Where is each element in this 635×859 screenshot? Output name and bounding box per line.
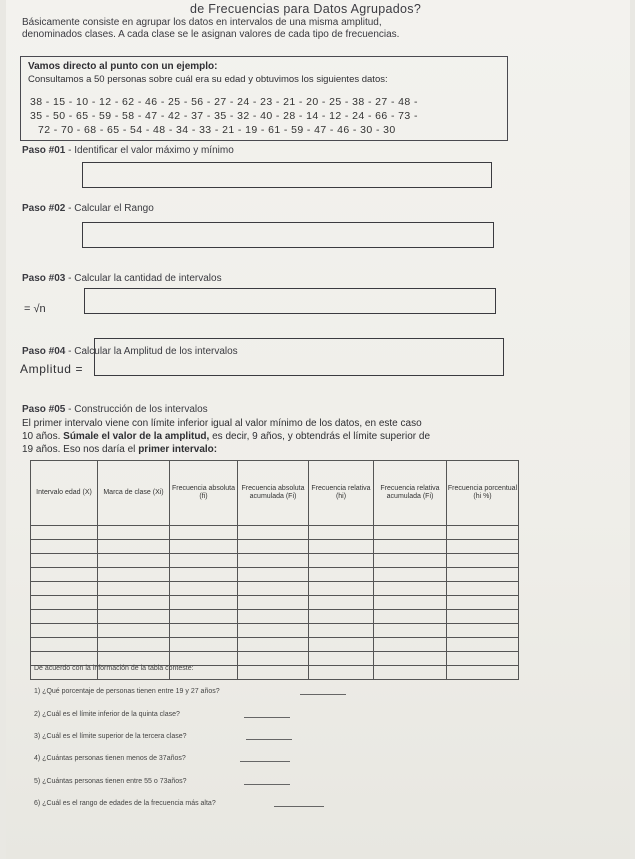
table-cell[interactable] [98,638,170,652]
table-row [31,568,519,582]
table-cell[interactable] [374,596,447,610]
header-frecuencia-relativa: Frecuencia relativa (hi) [309,461,374,526]
answer-line-3[interactable] [246,739,292,740]
table-cell[interactable] [447,596,519,610]
table-cell[interactable] [374,624,447,638]
amplitud-label: Amplitud = [20,362,84,376]
table-cell[interactable] [374,652,447,666]
table-row [31,554,519,568]
table-cell[interactable] [309,624,374,638]
table-row [31,540,519,554]
table-cell[interactable] [309,526,374,540]
intro-line-2: denominados clases. A cada clase se le asignan valores de cada tipo de frecuencias. [22,29,400,40]
table-cell[interactable] [238,638,309,652]
table-cell[interactable] [374,582,447,596]
page-title: de Frecuencias para Datos Agrupados? [190,2,422,16]
table-cell[interactable] [238,554,309,568]
data-row-2: 35 - 50 - 65 - 59 - 58 - 47 - 42 - 37 - 35 - 32 - 40 - 28 - 14 - 12 - 24 - 66 - 73 - [30,110,418,122]
table-cell[interactable] [374,554,447,568]
step-1-answer-box[interactable] [82,162,492,188]
table-cell[interactable] [309,596,374,610]
table-cell[interactable] [170,610,238,624]
header-frecuencia-porcentual: Frecuencia porcentual (hi %) [447,461,519,526]
table-row [31,596,519,610]
table-cell[interactable] [238,624,309,638]
table-cell[interactable] [447,568,519,582]
table-cell[interactable] [238,652,309,666]
table-cell[interactable] [374,526,447,540]
table-cell[interactable] [31,568,98,582]
header-frecuencia-absoluta: Frecuencia absoluta (fi) [170,461,238,526]
table-row [31,624,519,638]
table-header-row [31,461,519,526]
step-5-line-1: El primer intervalo viene con límite inferior igual al valor mínimo de los datos, en este caso [22,418,422,429]
table-cell[interactable] [309,652,374,666]
table-cell[interactable] [447,554,519,568]
table-cell[interactable] [238,582,309,596]
header-frecuencia-absoluta-acumulada: Frecuencia absoluta acumulada (Fi) [238,461,309,526]
table-cell[interactable] [31,610,98,624]
step-5-line-3: 19 años. Eso nos daría el primer intervalo: [22,444,218,455]
table-cell[interactable] [170,554,238,568]
header-frecuencia-relativa-acumulada: Frecuencia relativa acumulada (Fi) [374,461,447,526]
table-cell[interactable] [98,526,170,540]
question-2: 2) ¿Cuál es el límite inferior de la quinta clase? [34,711,180,718]
table-cell[interactable] [309,610,374,624]
answer-line-1[interactable] [300,694,346,695]
table-cell[interactable] [238,526,309,540]
question-3: 3) ¿Cuál es el límite superior de la tercera clase? [34,733,187,740]
table-cell[interactable] [238,540,309,554]
example-text: Consultamos a 50 personas sobre cuál era su edad y obtuvimos los siguientes datos: [28,74,388,85]
table-cell[interactable] [31,624,98,638]
table-cell[interactable] [170,568,238,582]
table-cell[interactable] [374,540,447,554]
sqrt-formula: = √n [24,303,46,315]
table-cell[interactable] [309,554,374,568]
table-cell[interactable] [374,610,447,624]
table-cell[interactable] [238,666,309,680]
table-cell[interactable] [170,540,238,554]
table-row [31,582,519,596]
table-cell[interactable] [447,582,519,596]
table-cell[interactable] [31,540,98,554]
data-row-3: 72 - 70 - 68 - 65 - 54 - 48 - 34 - 33 - 21 - 19 - 61 - 59 - 47 - 46 - 30 - 30 [38,124,396,136]
questions-intro: De acuerdo con la información de la tabla conteste: [34,665,194,672]
table-row [31,638,519,652]
table-cell[interactable] [309,540,374,554]
answer-line-4[interactable] [240,761,290,762]
table-cell[interactable] [170,596,238,610]
table-cell[interactable] [170,652,238,666]
table-cell[interactable] [447,610,519,624]
table-cell[interactable] [309,638,374,652]
table-cell[interactable] [309,568,374,582]
table-cell[interactable] [374,568,447,582]
table-cell[interactable] [98,582,170,596]
table-cell[interactable] [309,666,374,680]
header-marca-clase: Marca de clase (Xi) [98,461,170,526]
example-heading: Vamos directo al punto con un ejemplo: [28,61,218,72]
table-cell[interactable] [31,596,98,610]
table-row [31,610,519,624]
table-cell[interactable] [447,638,519,652]
table-cell[interactable] [31,638,98,652]
table-cell[interactable] [170,526,238,540]
step-4-answer-box[interactable] [94,338,504,376]
table-cell[interactable] [447,526,519,540]
table-cell[interactable] [374,638,447,652]
table-cell[interactable] [98,568,170,582]
table-cell[interactable] [374,666,447,680]
question-1: 1) ¿Qué porcentaje de personas tienen entre 19 y 27 años? [34,688,220,695]
step-2-label: Paso #02 - Calcular el Rango [22,203,154,214]
intro-line-1: Básicamente consiste en agrupar los datos en intervalos de una misma amplitud, [22,17,382,28]
step-5-label: Paso #05 - Construcción de los intervalos [22,404,208,415]
table-row [31,526,519,540]
step-5-line-2: 10 años. Súmale el valor de la amplitud, es decir, 9 años, y obtendrás el límite superior de [22,431,431,442]
header-intervalo: Intervalo edad (X) [31,461,98,526]
table-cell[interactable] [170,624,238,638]
table-cell[interactable] [98,610,170,624]
question-6: 6) ¿Cuál es el rango de edades de la frecuencia más alta? [34,800,216,807]
answer-line-6[interactable] [274,806,324,807]
table-row [31,652,519,666]
data-row-1: 38 - 15 - 10 - 12 - 62 - 46 - 25 - 56 - 27 - 24 - 23 - 21 - 20 - 25 - 38 - 27 - 48 - [30,96,418,108]
table-cell[interactable] [31,652,98,666]
step-3-answer-box[interactable] [84,288,496,314]
question-4: 4) ¿Cuántas personas tienen menos de 37años? [34,755,186,762]
table-cell[interactable] [447,666,519,680]
table-cell[interactable] [31,526,98,540]
table-cell[interactable] [238,596,309,610]
table-cell[interactable] [98,540,170,554]
table-cell[interactable] [170,582,238,596]
frequency-table [30,460,519,680]
step-4-label: Paso #04 - Calcular la Amplitud de los intervalos [22,346,238,357]
answer-line-2[interactable] [244,717,290,718]
table-cell[interactable] [98,596,170,610]
table-cell[interactable] [98,554,170,568]
table-cell[interactable] [238,568,309,582]
step-2-answer-box[interactable] [82,222,494,248]
table-cell[interactable] [309,582,374,596]
table-cell[interactable] [447,652,519,666]
table-cell[interactable] [98,652,170,666]
table-cell[interactable] [447,624,519,638]
table-cell[interactable] [238,610,309,624]
table-cell[interactable] [170,638,238,652]
table-cell[interactable] [447,540,519,554]
step-3-label: Paso #03 - Calcular la cantidad de intervalos [22,273,222,284]
table-cell[interactable] [98,624,170,638]
question-5: 5) ¿Cuántas personas tienen entre 55 o 73años? [34,778,187,785]
table-cell[interactable] [31,554,98,568]
table-cell[interactable] [31,582,98,596]
answer-line-5[interactable] [244,784,290,785]
step-1-label: Paso #01 - Identificar el valor máximo y mínimo [22,145,234,156]
